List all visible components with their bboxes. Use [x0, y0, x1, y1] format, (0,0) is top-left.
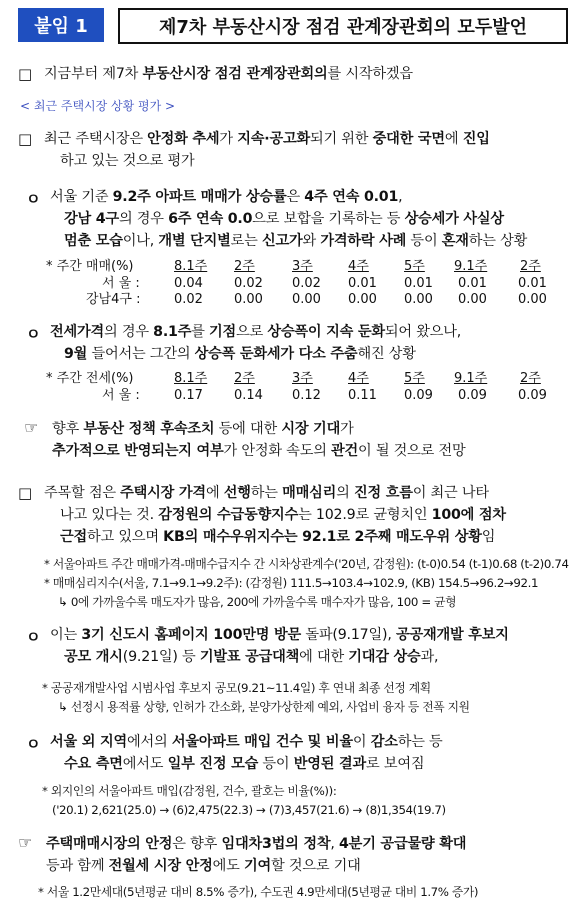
table-cell: 0.02	[234, 276, 263, 291]
table-col: 9.1주	[454, 259, 488, 274]
pointing-hand-icon: ☞	[18, 833, 33, 852]
table-row-label: 서 울 :	[102, 388, 140, 403]
o2-line1: 전세가격의 경우 8.1주를 기점으로 상승폭이 지속 둔화되어 왔으나,	[50, 324, 462, 340]
o4-line2: 수요 측면에서도 일부 진정 모습 등이 반영된 결과로 보여짐	[64, 756, 425, 772]
p1-line2: 하고 있는 것으로 평가	[60, 153, 195, 169]
o1-line2: 강남 4구의 경우 6주 연속 0.0으로 보합을 기록하는 등 상승세가 사실상	[64, 211, 504, 227]
header	[14, 8, 570, 44]
table-cell: 0.00	[458, 292, 487, 307]
table-col: 2주	[234, 259, 255, 274]
weekly-jeonse-table	[46, 370, 566, 406]
table-row-label: 서 울 :	[102, 276, 140, 291]
table-cell: 0.09	[404, 388, 433, 403]
table-col: 3주	[292, 259, 313, 274]
table-col: 3주	[292, 371, 313, 386]
o1-line3: 멈춘 모습이나, 개별 단지별로는 신고가와 가격하락 사례 등이 혼재하는 상황	[64, 233, 528, 249]
table-col: 4주	[348, 371, 369, 386]
table-col: 2주	[520, 259, 541, 274]
circle-bullet-icon: ㅇ	[26, 190, 41, 208]
square-bullet-icon: □	[18, 130, 33, 148]
table-cell: 0.02	[292, 276, 321, 291]
note-sentiment-index: * 매매심리지수(서울, 7.1→9.1→9.2주): (감정원) 111.5→103.4→102.9, (KB) 154.5→96.2→92.1	[44, 576, 539, 590]
table-cell: 0.09	[518, 388, 547, 403]
table-col: 5주	[404, 259, 425, 274]
square-bullet-icon: □	[18, 484, 33, 502]
o3-line1: 이는 3기 신도시 홈페이지 100만명 방문 돌파(9.17일), 공공재개발 후보지	[50, 627, 509, 643]
table-cell: 0.00	[348, 292, 377, 307]
table-cell: 0.12	[292, 388, 321, 403]
table-col: 4주	[348, 259, 369, 274]
o1-line1: 서울 기준 9.2주 아파트 매매가 상승률은 4주 연속 0.01,	[50, 189, 403, 205]
pointing-hand-icon: ☞	[24, 418, 39, 437]
square-bullet-icon: □	[18, 65, 33, 83]
note-support: ↳ 선정시 용적률 상향, 인허가 간소화, 분양가상한제 예외, 사업비 융자 등 전폭 지원	[58, 700, 470, 714]
table-title: * 주간 매매(%)	[46, 259, 134, 274]
table-cell: 0.09	[458, 388, 487, 403]
table-cell: 0.14	[234, 388, 263, 403]
p2-line1: 주목할 점은 주택시장 가격에 선행하는 매매심리의 진정 흐름이 최근 나타	[44, 485, 489, 501]
section-label: < 최근 주택시장 상황 평가 >	[20, 99, 176, 113]
table-cell: 0.00	[518, 292, 547, 307]
document-title: 제7차 부동산시장 점검 관계장관회의 모두발언	[118, 8, 568, 44]
note-outsider-series: ('20.1) 2,621(25.0) → (6)2,475(22.3) → (7)3,457(21.6) → (8)1,354(19.7)	[52, 803, 446, 817]
table-cell: 0.01	[518, 276, 547, 291]
note-public-redevelopment: * 공공재개발사업 시범사업 후보지 공모(9.21~11.4일) 후 연내 최종 선정 계획	[42, 681, 431, 695]
circle-bullet-icon: ㅇ	[26, 325, 41, 343]
p1-line1: 최근 주택시장은 안정화 추세가 지속·공고화되기 위한 중대한 국면에 진입	[44, 131, 490, 147]
table-col: 9.1주	[454, 371, 488, 386]
table-cell: 0.00	[404, 292, 433, 307]
note-outsider-purchases: * 외지인의 서울아파트 매입(감정원, 건수, 괄호는 비율(%)):	[42, 784, 337, 798]
weekly-sales-table	[46, 258, 566, 310]
note-index-explanation: ↳ 0에 가까울수록 매도자가 많음, 200에 가까울수록 매수자가 많음, 100 = 균형	[58, 595, 457, 609]
h2-line1: 주택매매시장의 안정은 향후 임대차3법의 정착, 4분기 공급물량 확대	[46, 836, 467, 852]
table-title: * 주간 전세(%)	[46, 371, 134, 386]
table-col: 5주	[404, 371, 425, 386]
note-supply: * 서울 1.2만세대(5년평균 대비 8.5% 증가), 수도권 4.9만세대(5년평균 대비 1.7% 증가)	[38, 885, 479, 899]
table-col: 8.1주	[174, 371, 208, 386]
h1-line1: 향후 부동산 정책 후속조치 등에 대한 시장 기대가	[52, 421, 354, 437]
h2-line2: 등과 함께 전월세 시장 안정에도 기여할 것으로 기대	[46, 858, 361, 874]
p2-line3: 근접하고 있으며 KB의 매수우위지수는 92.1로 2주째 매도우위 상황임	[60, 529, 496, 545]
table-cell: 0.01	[404, 276, 433, 291]
table-cell: 0.17	[174, 388, 203, 403]
table-col: 2주	[234, 371, 255, 386]
circle-bullet-icon: ㅇ	[26, 628, 41, 646]
table-cell: 0.00	[234, 292, 263, 307]
o2-line2: 9월 들어서는 그간의 상승폭 둔화세가 다소 주춤해진 상황	[64, 346, 416, 362]
circle-bullet-icon: ㅇ	[26, 735, 41, 753]
p2-line2: 나고 있다는 것. 감정원의 수급동향지수는 102.9로 균형치인 100에 점차	[60, 507, 506, 523]
intro-line: 지금부터 제7차 부동산시장 점검 관계장관회의를 시작하겠읍	[44, 66, 413, 82]
note-correlation: * 서울아파트 주간 매매가격-매매수급지수 간 시차상관계수('20년, 감정원): (t-0)0.54 (t-1)0.68 (t-2)0.74	[44, 557, 569, 571]
table-col: 8.1주	[174, 259, 208, 274]
o3-line2: 공모 개시(9.21일) 등 기발표 공급대책에 대한 기대감 상승과,	[64, 649, 439, 665]
h1-line2: 추가적으로 반영되는지 여부가 안정화 속도의 관건이 될 것으로 전망	[52, 443, 466, 459]
table-cell: 0.04	[174, 276, 203, 291]
table-cell: 0.01	[458, 276, 487, 291]
table-cell: 0.01	[348, 276, 377, 291]
table-col: 2주	[520, 371, 541, 386]
table-cell: 0.02	[174, 292, 203, 307]
attachment-tag: 붙임 1	[18, 8, 104, 42]
table-cell: 0.00	[292, 292, 321, 307]
o4-line1: 서울 외 지역에서의 서울아파트 매입 건수 및 비율이 감소하는 등	[50, 734, 443, 750]
table-row-label: 강남4구 :	[86, 292, 141, 307]
table-cell: 0.11	[348, 388, 377, 403]
